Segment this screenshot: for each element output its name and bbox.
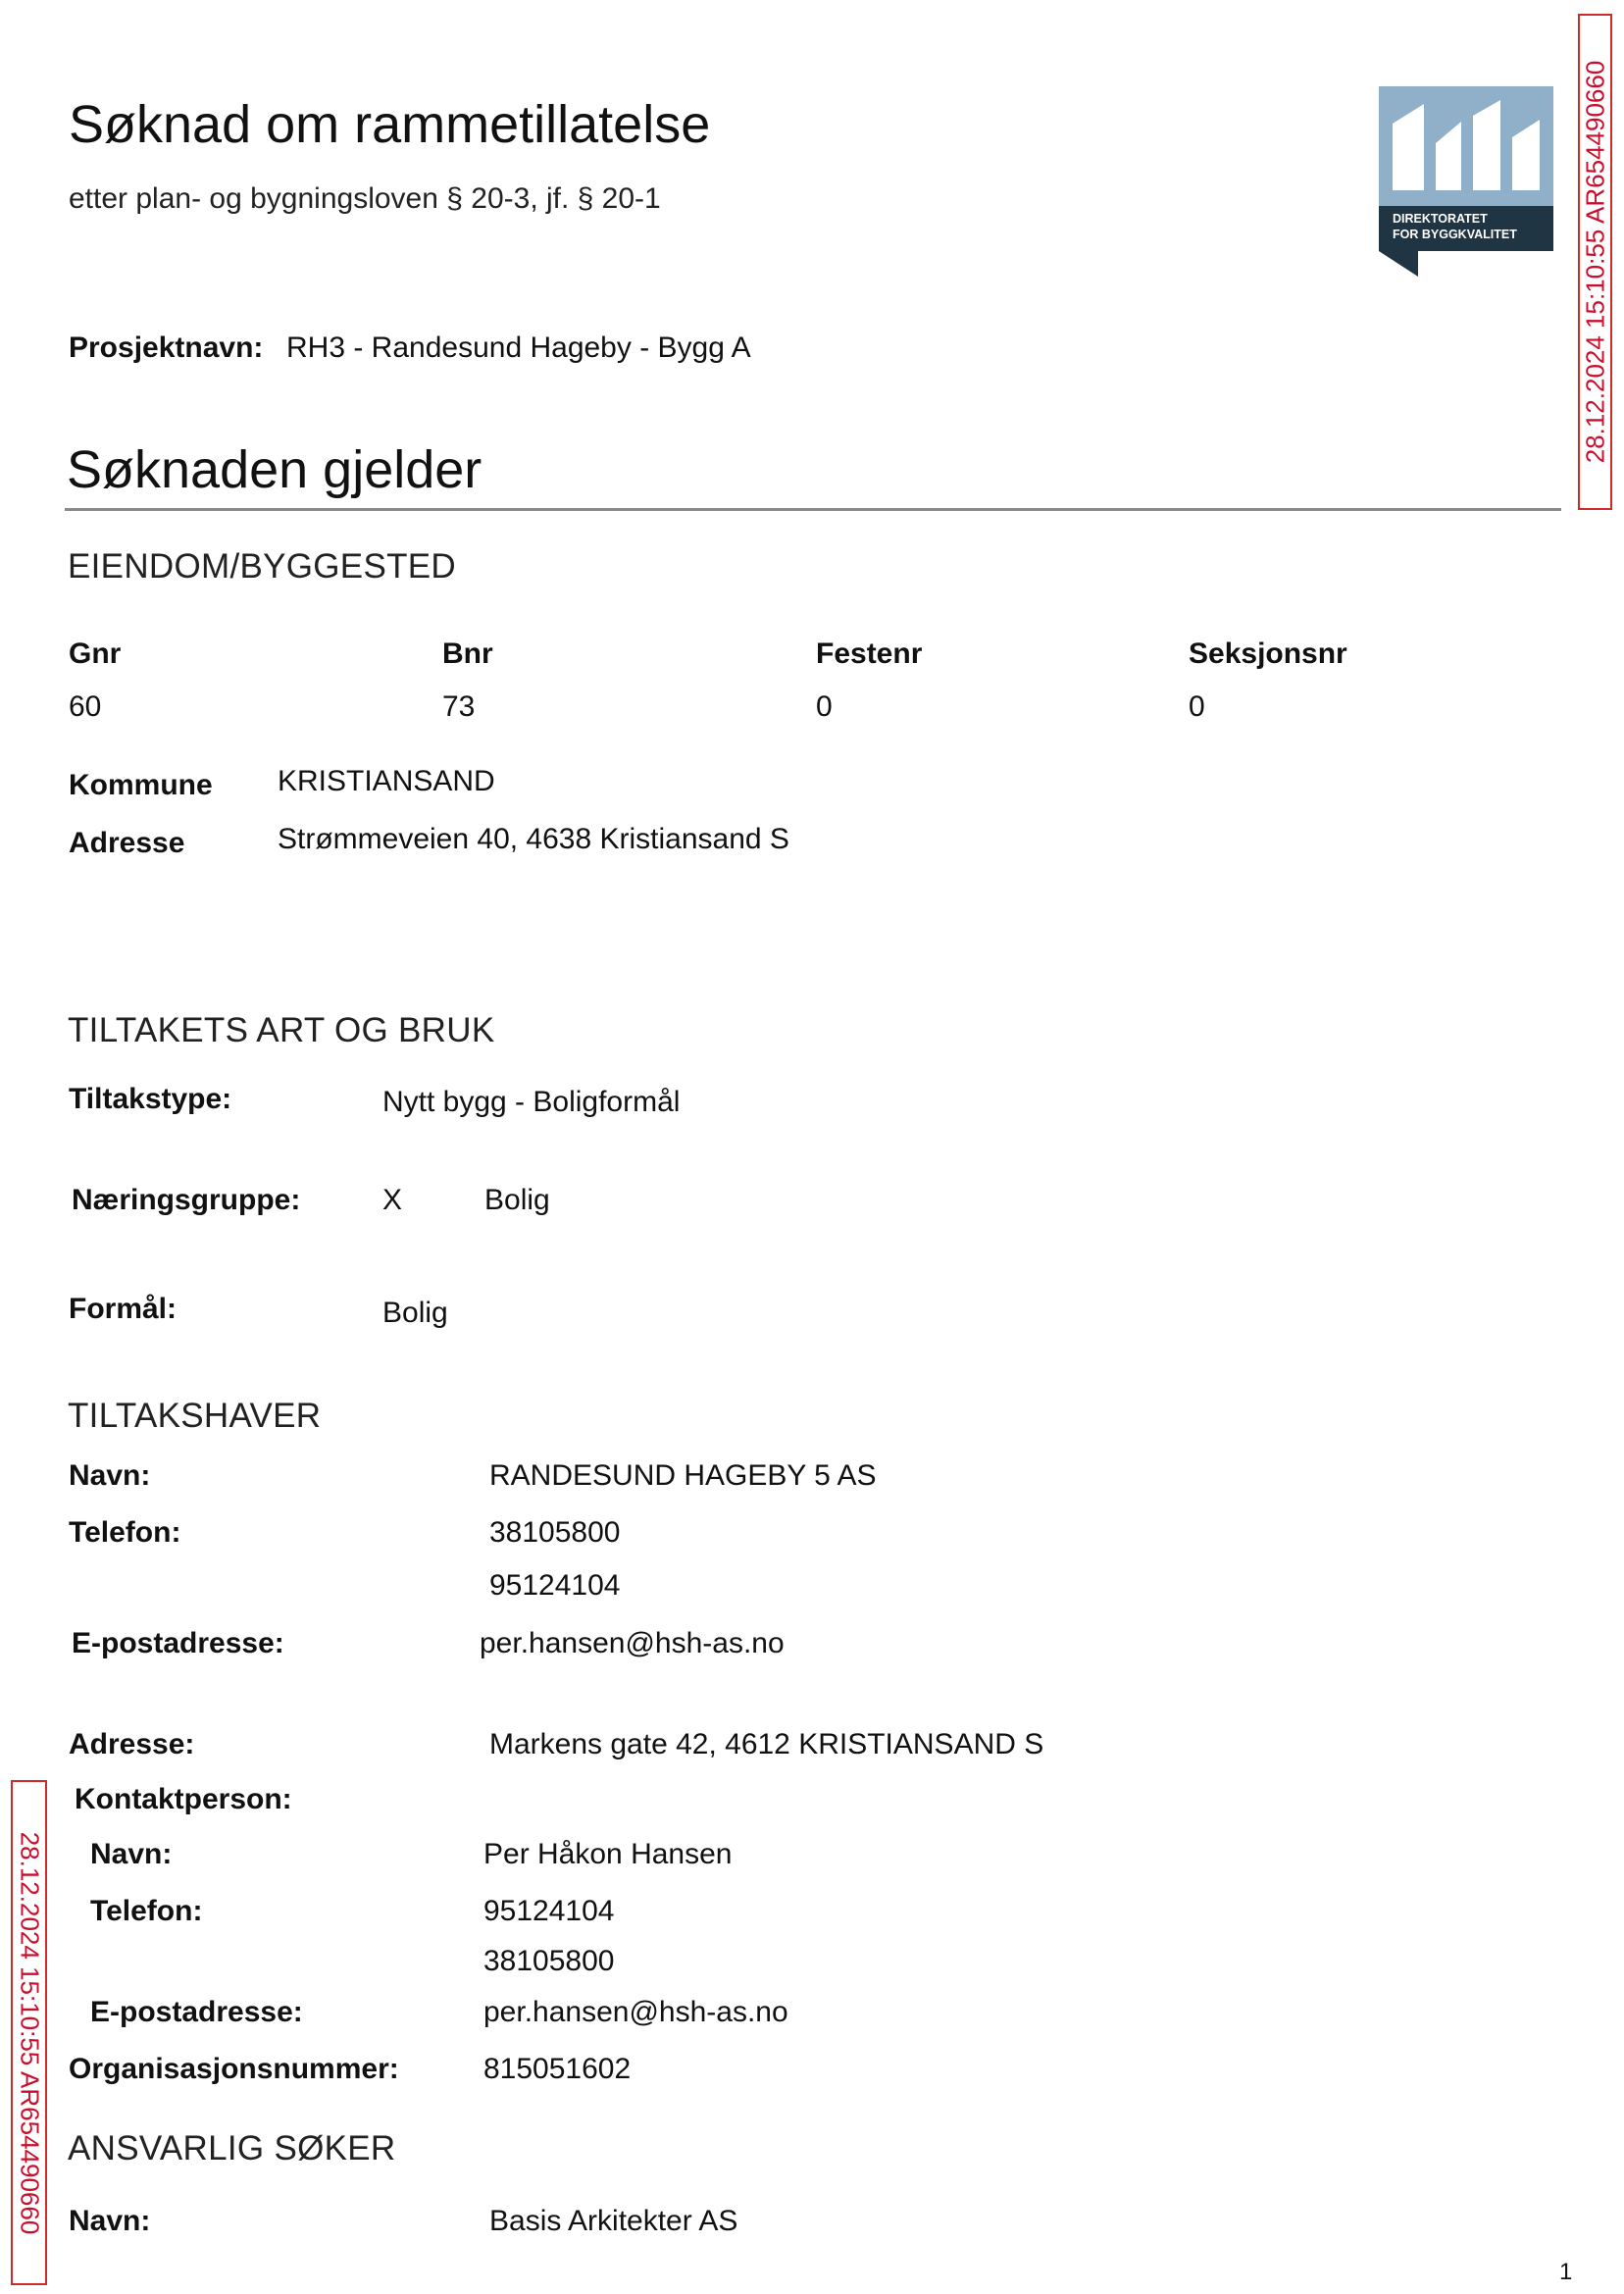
kontakt-telefon-1: 95124104: [483, 1895, 615, 1927]
seksjonsnr-value: 0: [1189, 690, 1205, 723]
bnr-label: Bnr: [442, 637, 493, 670]
kontakt-epost-value: per.hansen@hsh-as.no: [483, 1996, 788, 2028]
kontakt-navn-value: Per Håkon Hansen: [483, 1838, 733, 1870]
tiltak-heading: TILTAKETS ART OG BRUK: [68, 1011, 495, 1049]
adresse-label: Adresse: [69, 827, 185, 859]
tiltakshaver-adresse-label: Adresse:: [69, 1728, 195, 1760]
naeringsgruppe-code: X: [382, 1184, 403, 1216]
ansvarlig-soker-navn-value: Basis Arkitekter AS: [489, 2205, 738, 2237]
logo-text-line1: DIREKTORATET: [1393, 212, 1488, 226]
tiltakshaver-navn-label: Navn:: [69, 1459, 151, 1492]
project-name-value: RH3 - Randesund Hageby - Bygg A: [286, 331, 751, 364]
ansvarlig-soker-navn-label: Navn:: [69, 2205, 151, 2237]
project-name-label: Prosjektnavn:: [69, 331, 264, 364]
naeringsgruppe-label: Næringsgruppe:: [72, 1184, 301, 1216]
tiltakshaver-heading: TILTAKSHAVER: [68, 1397, 322, 1435]
tiltakshaver-navn-value: RANDESUND HAGEBY 5 AS: [489, 1459, 877, 1492]
naeringsgruppe-value: Bolig: [484, 1184, 550, 1216]
tiltakshaver-epost-value: per.hansen@hsh-as.no: [480, 1627, 785, 1659]
dibk-logo-graphic: [1379, 86, 1553, 277]
tiltakshaver-epost-label: E-postadresse:: [72, 1627, 284, 1659]
property-heading: EIENDOM/BYGGESTED: [68, 547, 456, 586]
orgnr-value: 815051602: [483, 2053, 632, 2085]
formal-label: Formål:: [69, 1293, 178, 1325]
orgnr-label: Organisasjonsnummer:: [69, 2053, 399, 2085]
tiltakshaver-telefon-1: 38105800: [489, 1516, 621, 1549]
tiltakshaver-adresse-value: Markens gate 42, 4612 KRISTIANSAND S: [489, 1728, 1044, 1760]
kommune-value: KRISTIANSAND: [278, 765, 495, 797]
kontakt-telefon-label: Telefon:: [90, 1895, 203, 1927]
kommune-label: Kommune: [69, 769, 213, 801]
festenr-label: Festenr: [816, 637, 923, 670]
kontakt-epost-label: E-postadresse:: [90, 1996, 303, 2028]
formal-value: Bolig: [382, 1297, 448, 1329]
gnr-label: Gnr: [69, 637, 122, 670]
timestamp-stamp-right: [1578, 14, 1612, 510]
section-title: Søknaden gjelder: [67, 440, 482, 499]
tiltakshaver-telefon-label: Telefon:: [69, 1516, 181, 1549]
section-divider: [65, 508, 1561, 511]
bnr-value: 73: [442, 690, 476, 723]
seksjonsnr-label: Seksjonsnr: [1189, 637, 1347, 670]
timestamp-stamp-left: [11, 1780, 47, 2285]
document-title: Søknad om rammetillatelse: [69, 95, 711, 154]
stamp-right-text: 28.12.2024 15:10:55 AR654490660: [1580, 60, 1609, 464]
tiltakstype-value: Nytt bygg - Boligformål: [382, 1086, 681, 1118]
dibk-logo: [1379, 86, 1553, 277]
tiltakshaver-telefon-2: 95124104: [489, 1569, 621, 1602]
kontakt-navn-label: Navn:: [90, 1838, 173, 1870]
kontaktperson-label: Kontaktperson:: [75, 1783, 292, 1815]
tiltakstype-label: Tiltakstype:: [69, 1083, 232, 1115]
kontakt-telefon-2: 38105800: [483, 1945, 615, 1977]
stamp-left-text: 28.12.2024 15:10:55 AR654490660: [15, 1831, 44, 2234]
festenr-value: 0: [816, 690, 833, 723]
document-subtitle: etter plan- og bygningsloven § 20-3, jf. § 20-1: [69, 182, 661, 215]
adresse-value: Strømmeveien 40, 4638 Kristiansand S: [278, 823, 789, 855]
page-number: 1: [1559, 2259, 1573, 2285]
gnr-value: 60: [69, 690, 102, 723]
ansvarlig-soker-heading: ANSVARLIG SØKER: [68, 2129, 396, 2167]
logo-text-line2: FOR BYGGKVALITET: [1393, 228, 1517, 241]
